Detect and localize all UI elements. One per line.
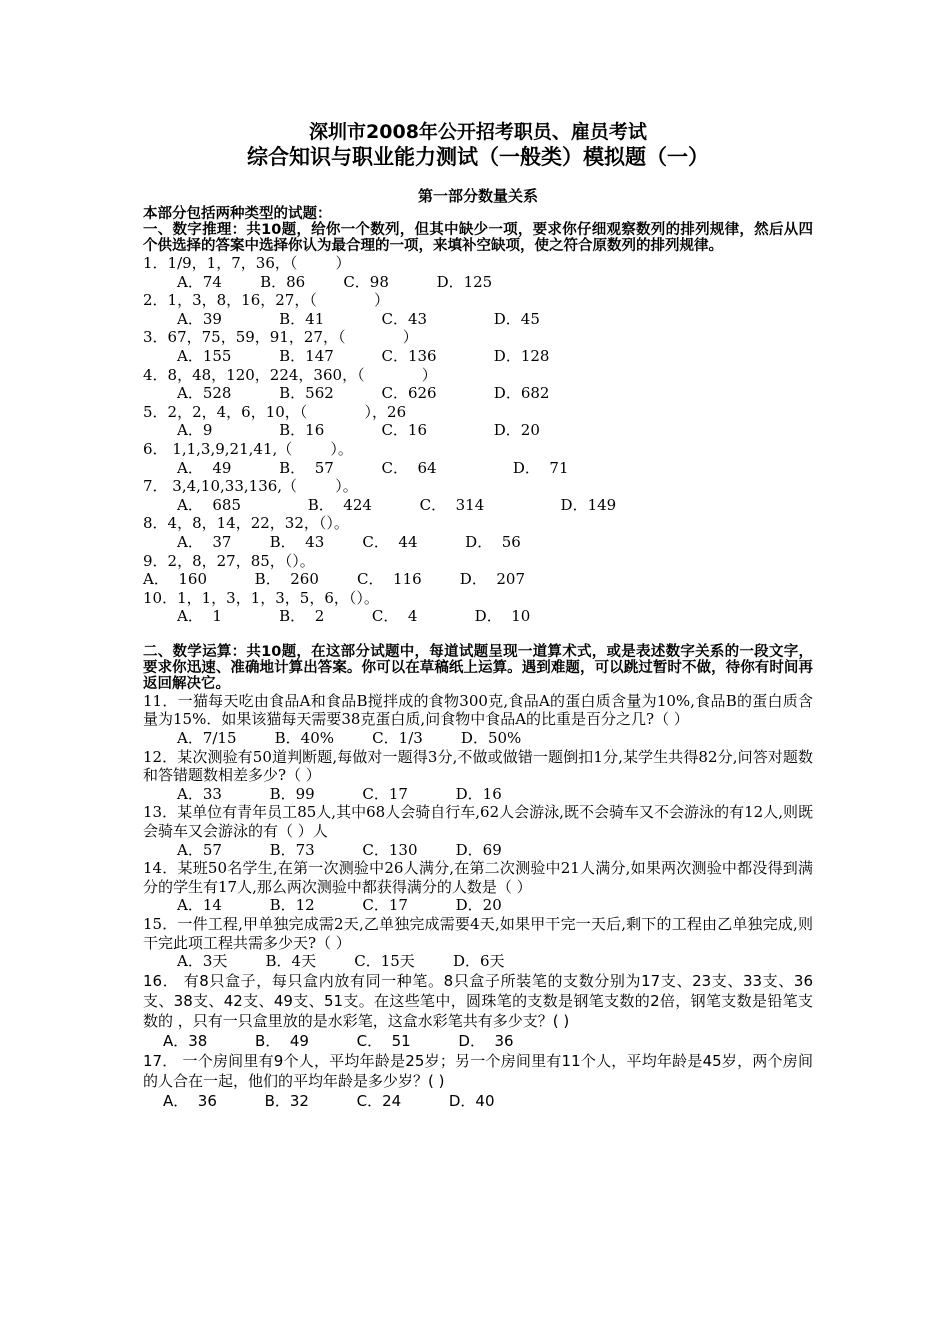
question-14: 14．某班50名学生,在第一次测验中26人满分,在第二次测验中21人满分,如果两次测验中都没得到满分的学生有17人,那么两次测验中都获得满分的人数是（ ）: [143, 859, 813, 896]
question-11-options: A．7/15 B．40% C．1/3 D．50%: [177, 729, 522, 748]
question-6: 6． 1,1,3,9,21,41,（ ）。: [143, 439, 353, 458]
question-16: 16． 有8只盒子，每只盒内放有同一种笔。8只盒子所装笔的支数分别为17支、23支、33支、36支、38支、42支、49支、51支。在这些笔中，圆珠笔的支数是钢笔支数的2倍，钢笔支数是铅笔支数的 ，只有一只盒里放的是水彩笔，这盒水彩笔共有多少支？( ): [143, 971, 813, 1030]
question-16-options: A．38 B． 49 C． 51 D． 36: [163, 1031, 514, 1050]
question-4: 4．8，48，120，224，360，（ ）: [143, 365, 437, 384]
question-17-options: A． 36 B．32 C．24 D．40: [163, 1091, 495, 1110]
question-2-options: A．39 B．41 C．43 D．45: [177, 309, 540, 328]
question-9-options: A． 160 B． 260 C． 116 D． 207: [143, 570, 525, 589]
question-3-options: A．155 B．147 C．136 D．128: [177, 346, 550, 365]
question-12-options: A．33 B．99 C．17 D．16: [177, 784, 502, 803]
question-5: 5．2，2，4，6，10，（ ），26: [143, 402, 407, 421]
question-13: 13．某单位有青年员工85人,其中68人会骑自行车,62人会游泳,既不会骑车又不会游泳的有12人,则既会骑车又会游泳的有（ ）人: [143, 803, 813, 841]
part-intro: 本部分包括两种类型的试题：: [143, 206, 332, 222]
question-1-options: A．74 B．86 C．98 D．125: [177, 272, 493, 291]
question-12: 12．某次测验有50道判断题,每做对一题得3分,不做或做错一题倒扣1分,某学生共得82分,问答对题数和答错题数相差多少?（ ）: [143, 747, 813, 785]
spacer: [143, 626, 813, 644]
question-15-options: A．3天 B．4天 C．15天 D．6天: [177, 952, 505, 971]
question-10-options: A． 1 B． 2 C． 4 D． 10: [177, 607, 531, 626]
question-13-options: A．57 B．73 C．130 D．69: [177, 840, 502, 859]
question-7: 7． 3,4,10,33,136,（ ）。: [143, 477, 358, 496]
document-title-line1: 深圳市2008年公开招考职员、雇员考试: [309, 121, 647, 143]
question-14-options: A．14 B．12 C．17 D．20: [177, 896, 502, 915]
question-9: 9．2，8，27，85，（）。: [143, 551, 315, 570]
section2-instructions: 二、数学运算：共10题，在这部分试题中，每道试题呈现一道算术式，或是表述数字关系的一段文字，要求你迅速、准确地计算出答案。你可以在草稿纸上运算。遇到难题，可以跳过暂时不做，待你有时间再返回解决它。: [143, 643, 813, 692]
question-17: 17． 一个房间里有9个人，平均年龄是25岁；另一个房间里有11个人，平均年龄是45岁，两个房间的人合在一起，他们的平均年龄是多少岁？( ): [143, 1051, 813, 1090]
question-8-options: A． 37 B． 43 C． 44 D． 56: [177, 532, 521, 551]
part-heading: 第一部分数量关系: [417, 187, 538, 205]
question-3: 3．67，75，59，91，27，（ ）: [143, 328, 418, 347]
question-4-options: A．528 B．562 C．626 D．682: [177, 384, 550, 403]
document-page: [143, 120, 813, 1111]
question-2: 2．1，3，8，16，27，（ ）: [143, 291, 390, 310]
question-7-options: A． 685 B． 424 C． 314 D．149: [177, 495, 617, 514]
question-6-options: A． 49 B． 57 C． 64 D． 71: [177, 458, 569, 477]
section1-instructions: 一、数字推理：共10题，给你一个数列，但其中缺少一项，要求你仔细观察数列的排列规律，然后从四个供选择的答案中选择你认为最合理的一项，来填补空缺项，使之符合原数列的排列规律。: [143, 222, 813, 254]
question-15: 15．一件工程,甲单独完成需2天,乙单独完成需要4天,如果甲干完一天后,剩下的工程由乙单独完成,则干完此项工程共需多少天?（ ）: [143, 915, 813, 952]
question-11: 11．一猫每天吃由食品A和食品B搅拌成的食物300克,食品A的蛋白质含量为10%,食品B的蛋白质含量为15%．如果该猫每天需要38克蛋白质,问食物中食品A的比重是百分之几?（ ）: [143, 691, 813, 729]
question-1: 1．1/9，1，7，36，（ ）: [143, 254, 351, 272]
question-10: 10．1，1，3，1，3，5，6，（）。: [143, 588, 379, 607]
document-title-line2: 综合知识与职业能力测试（一般类）模拟题（一）: [247, 145, 709, 169]
question-8: 8．4，8，14，22，32，（）。: [143, 514, 349, 533]
question-5-options: A．9 B．16 C．16 D．20: [177, 421, 540, 440]
